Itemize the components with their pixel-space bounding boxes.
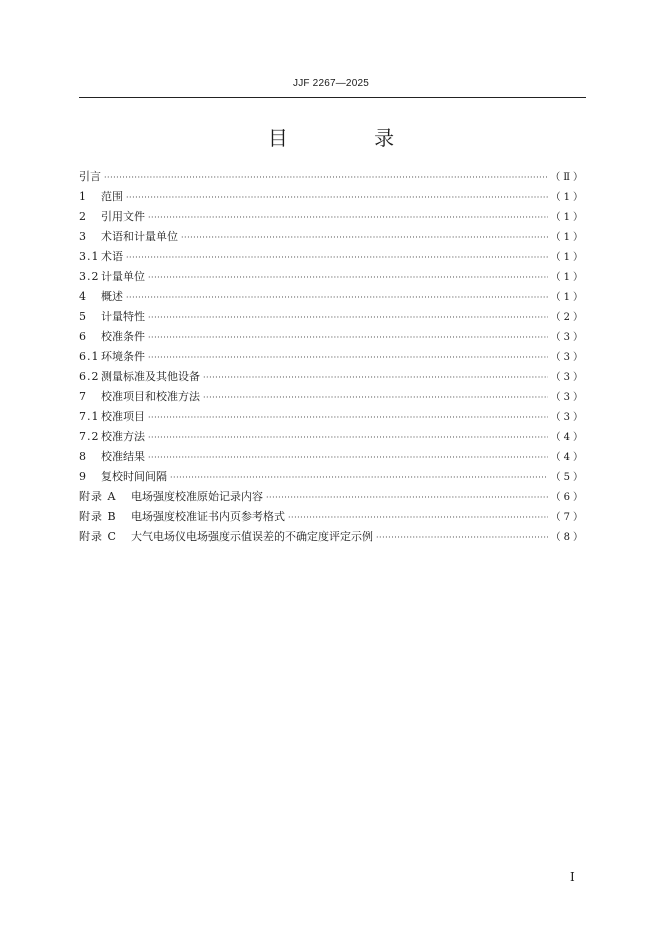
toc-entry-number: 9 — [79, 470, 87, 483]
toc-entry-title: 校准结果 — [101, 450, 145, 463]
toc-entry[interactable] — [79, 307, 586, 327]
page-title: 目 录 — [267, 126, 435, 150]
toc-leader-dots — [148, 348, 548, 368]
toc-entry-title: 计量特性 — [101, 310, 145, 323]
toc-entry-title: 校准条件 — [101, 330, 145, 343]
toc-entry-number: 附录 A — [79, 490, 117, 503]
toc-entry-page: （7） — [550, 512, 586, 523]
toc-entry[interactable] — [79, 427, 586, 447]
toc-entry[interactable] — [79, 227, 586, 247]
toc-entry[interactable] — [79, 367, 586, 387]
toc-entry-number: 5 — [79, 310, 87, 323]
toc-entry-label — [79, 187, 123, 207]
toc-leader-dots — [104, 168, 547, 188]
toc-entry[interactable] — [79, 507, 586, 527]
toc-entry-title: 测量标准及其他设备 — [101, 370, 200, 383]
toc-entry-label — [79, 387, 200, 407]
toc-entry[interactable] — [79, 347, 586, 367]
toc-leader-dots — [376, 528, 548, 548]
toc-entry-number: 7.2 — [79, 430, 100, 443]
toc-entry-number: 3.2 — [79, 270, 100, 283]
toc-leader-dots — [203, 388, 548, 408]
toc-entry-page: （4） — [550, 432, 586, 443]
toc-entry-label — [79, 347, 145, 367]
toc-entry-page: （3） — [550, 332, 586, 343]
toc-entry-page: （1） — [550, 292, 586, 303]
toc-entry-number: 4 — [79, 290, 87, 303]
toc-entry-label — [79, 507, 285, 527]
toc-leader-dots — [148, 448, 548, 468]
toc-entry-page: （1） — [550, 212, 586, 223]
toc-entry-number: 附录 B — [79, 510, 117, 523]
toc-leader-dots — [266, 488, 548, 508]
table-of-contents — [79, 167, 586, 547]
toc-leader-dots — [148, 428, 548, 448]
toc-entry-label — [79, 407, 145, 427]
toc-entry-label — [79, 427, 145, 447]
toc-entry-page: （1） — [550, 232, 586, 243]
toc-entry-number: 7 — [79, 390, 87, 403]
toc-entry-title: 校准项目和校准方法 — [101, 390, 200, 403]
toc-leader-dots — [181, 228, 548, 248]
toc-entry-label — [79, 447, 145, 467]
toc-entry-page: （3） — [550, 392, 586, 403]
toc-entry-page: （5） — [550, 472, 586, 483]
toc-leader-dots — [148, 268, 548, 288]
toc-entry-label — [79, 327, 145, 347]
toc-entry-title: 电场强度校准证书内页参考格式 — [131, 510, 285, 523]
toc-entry-label — [79, 207, 145, 227]
toc-leader-dots — [126, 248, 548, 268]
toc-entry[interactable] — [79, 527, 586, 547]
toc-entry-label — [79, 227, 178, 247]
toc-entry-number: 8 — [79, 450, 87, 463]
toc-entry-label — [79, 247, 123, 267]
toc-entry-label — [79, 287, 123, 307]
toc-entry-title: 校准项目 — [101, 410, 145, 423]
toc-entry-title: 范围 — [101, 190, 123, 203]
toc-entry[interactable] — [79, 467, 586, 487]
toc-leader-dots — [126, 188, 548, 208]
toc-entry-title: 术语和计量单位 — [101, 230, 178, 243]
toc-leader-dots — [148, 308, 548, 328]
toc-entry-title: 校准方法 — [101, 430, 145, 443]
toc-entry[interactable] — [79, 187, 586, 207]
toc-entry-number: 7.1 — [79, 410, 100, 423]
toc-entry[interactable] — [79, 327, 586, 347]
toc-entry-page: （3） — [550, 412, 586, 423]
toc-entry-number: 3 — [79, 230, 87, 243]
toc-entry[interactable] — [79, 387, 586, 407]
toc-entry-number: 3.1 — [79, 250, 100, 263]
toc-entry[interactable] — [79, 407, 586, 427]
toc-entry-title: 术语 — [101, 250, 123, 263]
toc-entry-label — [79, 267, 145, 287]
toc-entry-title: 引用文件 — [101, 210, 145, 223]
toc-leader-dots — [203, 368, 548, 388]
toc-entry-title: 计量单位 — [101, 270, 145, 283]
toc-entry-label — [79, 487, 263, 507]
toc-leader-dots — [148, 408, 548, 428]
toc-entry[interactable] — [79, 487, 586, 507]
toc-entry-label — [79, 167, 101, 187]
toc-entry-page: （3） — [550, 352, 586, 363]
toc-entry-title: 复校时间间隔 — [101, 470, 167, 483]
toc-entry-page: （8） — [550, 532, 586, 543]
toc-leader-dots — [148, 328, 548, 348]
toc-entry[interactable] — [79, 287, 586, 307]
toc-entry-title: 概述 — [101, 290, 123, 303]
toc-entry-title: 大气电场仪电场强度示值误差的不确定度评定示例 — [131, 530, 373, 543]
toc-entry-page: （Ⅱ） — [550, 172, 586, 183]
toc-entry[interactable] — [79, 247, 586, 267]
toc-entry-label — [79, 367, 200, 387]
toc-leader-dots — [288, 508, 548, 528]
toc-entry-title: 环境条件 — [101, 350, 145, 363]
toc-entry-page: （4） — [550, 452, 586, 463]
toc-entry-number: 1 — [79, 190, 87, 203]
toc-entry-page: （3） — [550, 372, 586, 383]
toc-entry-page: （1） — [550, 272, 586, 283]
toc-entry-label — [79, 467, 167, 487]
toc-entry-title: 电场强度校准原始记录内容 — [131, 490, 263, 503]
toc-entry-page: （1） — [550, 252, 586, 263]
toc-leader-dots — [170, 468, 548, 488]
document-code-header: JJF 2267—2025 — [293, 78, 369, 89]
toc-entry-number: 6.1 — [79, 350, 100, 363]
toc-entry-title: 引言 — [79, 170, 101, 183]
toc-leader-dots — [148, 208, 548, 228]
toc-entry[interactable] — [79, 207, 586, 227]
header-divider — [79, 97, 586, 98]
page-number: I — [570, 870, 575, 884]
toc-entry[interactable] — [79, 167, 586, 187]
toc-entry-number: 附录 C — [79, 530, 117, 543]
toc-entry[interactable] — [79, 267, 586, 287]
toc-entry-label — [79, 307, 145, 327]
toc-entry-number: 6.2 — [79, 370, 100, 383]
toc-entry[interactable] — [79, 447, 586, 467]
toc-entry-page: （1） — [550, 192, 586, 203]
toc-entry-page: （2） — [550, 312, 586, 323]
toc-entry-page: （6） — [550, 492, 586, 503]
toc-entry-number: 6 — [79, 330, 87, 343]
toc-entry-label — [79, 527, 373, 547]
toc-entry-number: 2 — [79, 210, 87, 223]
toc-leader-dots — [126, 288, 548, 308]
